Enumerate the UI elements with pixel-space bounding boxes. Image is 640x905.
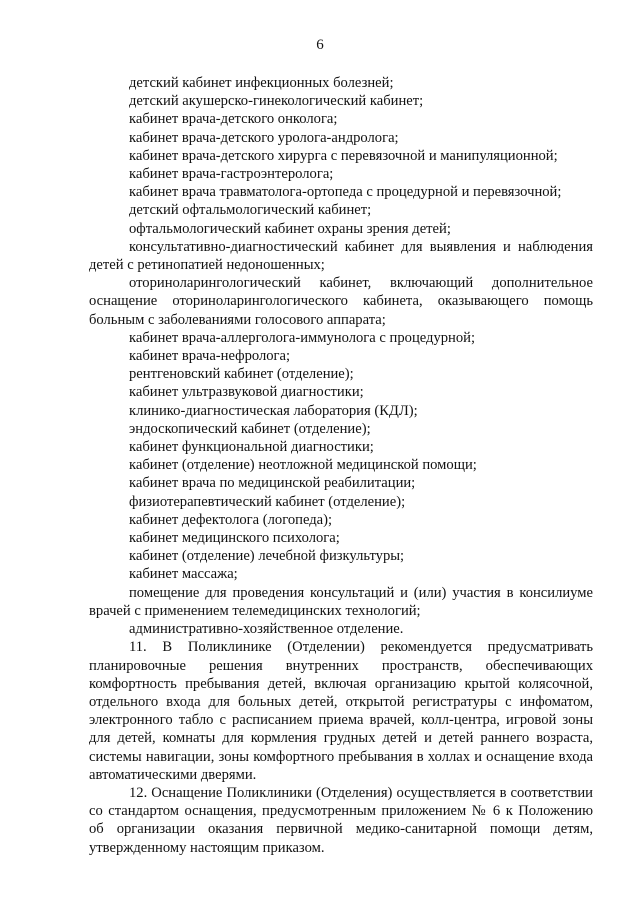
facility-list: [89, 74, 593, 638]
page-number: 6: [316, 37, 324, 53]
list-item: помещение для проведения консультаций и (или) участия в консилиуме врачей с применением телемедицинских технологий;: [89, 584, 593, 619]
list-item: клинико-диагностическая лаборатория (КДЛ);: [129, 402, 418, 419]
list-item: кабинет врача травматолога-ортопеда с процедурной и перевязочной;: [129, 184, 562, 201]
list-item: кабинет дефектолога (логопеда);: [129, 511, 333, 528]
list-item: кабинет (отделение) лечебной физкультуры;: [129, 548, 405, 565]
document-body: [89, 74, 593, 857]
list-item: оториноларингологический кабинет, включающий дополнительное оснащение оториноларингологического кабинета, оказывающего помощь больным с заболеваниями голосового аппарата;: [89, 275, 593, 328]
list-item: кабинет врача-детского уролога-андролога;: [129, 129, 399, 146]
list-item: детский офтальмологический кабинет;: [129, 202, 372, 219]
list-item: кабинет (отделение) неотложной медицинской помощи;: [129, 457, 477, 474]
list-item: кабинет врача-детского онколога;: [129, 111, 338, 128]
numbered-paragraphs: [89, 638, 593, 856]
numbered-paragraph: 11. В Поликлинике (Отделении) рекомендуется предусматривать планировочные решения внутренних пространств, обеспечивающих комфортность пребывания детей, включая организацию крытой колясочной, отдельного входа для больных детей, открытой регистратуры с инфоматом, электронного табло с расписанием приема врачей, колл-центра, игровой зоны для детей, комнаты для кормления грудных детей и детей раннего возраста, системы навигации, зоны комфортного пребывания в холлах и оснащение входа автоматическими дверями.: [89, 639, 593, 783]
list-item: консультативно-диагностический кабинет для выявления и наблюдения детей с ретинопатией недоношенных;: [89, 238, 593, 274]
list-item: кабинет врача-нефролога;: [129, 348, 291, 365]
list-item: офтальмологический кабинет охраны зрения детей;: [129, 220, 451, 237]
list-item: рентгеновский кабинет (отделение);: [129, 366, 354, 383]
numbered-paragraph: 12. Оснащение Поликлиники (Отделения) осуществляется в соответствии со стандартом оснащения, предусмотренным приложением № 6 к Положению об организации оказания первичной медико-санитарной помощи детям, утвержденному настоящим приказом.: [89, 784, 593, 856]
list-item: кабинет врача-аллерголога-иммунолога с процедурной;: [129, 329, 476, 346]
list-item: детский акушерско-гинекологический кабинет;: [129, 93, 424, 110]
list-item: кабинет медицинского психолога;: [129, 530, 340, 547]
list-item: кабинет врача-детского хирурга с перевязочной и манипуляционной;: [129, 147, 558, 164]
list-item: кабинет врача по медицинской реабилитации;: [129, 475, 416, 492]
list-item: административно-хозяйственное отделение.: [129, 621, 404, 638]
list-item: кабинет функциональной диагностики;: [129, 439, 374, 456]
list-item: кабинет врача-гастроэнтеролога;: [129, 166, 334, 183]
list-item: физиотерапевтический кабинет (отделение);: [129, 493, 406, 510]
list-item: кабинет массажа;: [129, 566, 238, 583]
list-item: кабинет ультразвуковой диагностики;: [129, 384, 364, 401]
list-item: детский кабинет инфекционных болезней;: [129, 75, 394, 91]
list-item: эндоскопический кабинет (отделение);: [129, 420, 371, 437]
